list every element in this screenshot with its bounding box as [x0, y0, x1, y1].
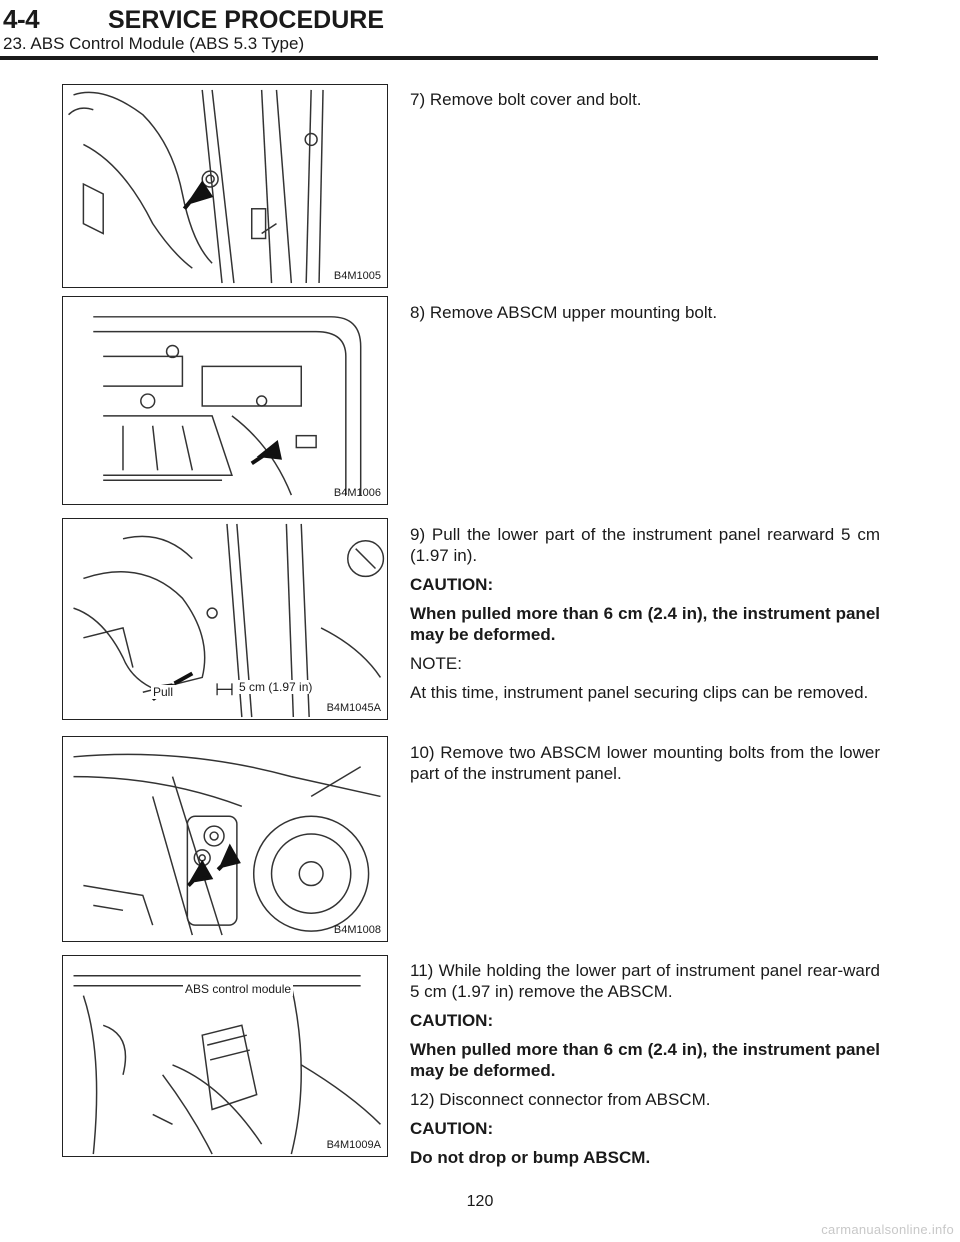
watermark: carmanualsonline.info	[821, 1222, 954, 1237]
figure-label-distance: 5 cm (1.97 in)	[239, 680, 313, 694]
step-8-text: 8) Remove ABSCM upper mounting bolt.	[410, 303, 718, 322]
figure-upper-mounting-bolt	[62, 296, 388, 505]
step-11-text: 11) While holding the lower part of instrument panel rear-ward 5 cm (1.97 in) remove the ABSCM.	[410, 961, 880, 1001]
page-number: 120	[466, 1193, 494, 1210]
step-9-note-heading: NOTE:	[410, 654, 462, 673]
step-9-caution-text: When pulled more than 6 cm (2.4 in), the instrument panel may be deformed.	[410, 604, 880, 644]
figure-code: B4M1008	[333, 924, 381, 936]
figure-label-abs-control-module: ABS control module	[185, 982, 292, 996]
figure-lower-mounting-bolts	[62, 736, 388, 942]
step-12-caution-heading: CAUTION:	[410, 1119, 494, 1138]
illustration-pull-panel	[63, 519, 387, 719]
step-11-12	[410, 960, 880, 1176]
step-11-caution-heading: CAUTION:	[410, 1011, 494, 1030]
step-9-text: 9) Pull the lower part of the instrument panel rearward 5 cm (1.97 in).	[410, 525, 880, 565]
illustration-bolt-cover	[63, 85, 387, 287]
step-11-caution-text: When pulled more than 6 cm (2.4 in), the instrument panel may be deformed.	[410, 1040, 880, 1080]
header-rule	[0, 56, 878, 60]
figure-bolt-cover	[62, 84, 388, 288]
section-number: 4-4	[3, 4, 40, 34]
step-9-note-text: At this time, instrument panel securing clips can be removed.	[410, 683, 869, 702]
figure-code: B4M1005	[333, 270, 381, 282]
figure-code: B4M1009A	[326, 1139, 381, 1151]
step-10	[410, 742, 880, 792]
figure-pull-panel	[62, 518, 388, 720]
step-12-caution-text: Do not drop or bump ABSCM.	[410, 1148, 651, 1167]
step-9	[410, 524, 880, 711]
section-title: SERVICE PROCEDURE	[108, 6, 384, 34]
step-12-text: 12) Disconnect connector from ABSCM.	[410, 1090, 711, 1109]
subsection-title: 23. ABS Control Module (ABS 5.3 Type)	[3, 34, 305, 53]
illustration-upper-bolt	[63, 297, 387, 504]
illustration-lower-bolts	[63, 737, 387, 941]
step-10-text: 10) Remove two ABSCM lower mounting bolts from the lower part of the instrument panel.	[410, 743, 880, 783]
step-8	[410, 302, 880, 331]
figure-remove-abscm	[62, 955, 388, 1157]
figure-code: B4M1006	[333, 487, 381, 499]
step-7-text: 7) Remove bolt cover and bolt.	[410, 90, 642, 109]
step-9-caution-heading: CAUTION:	[410, 575, 494, 594]
figure-code: B4M1045A	[326, 702, 381, 714]
step-7	[410, 89, 880, 118]
figure-label-pull: Pull	[153, 685, 174, 699]
